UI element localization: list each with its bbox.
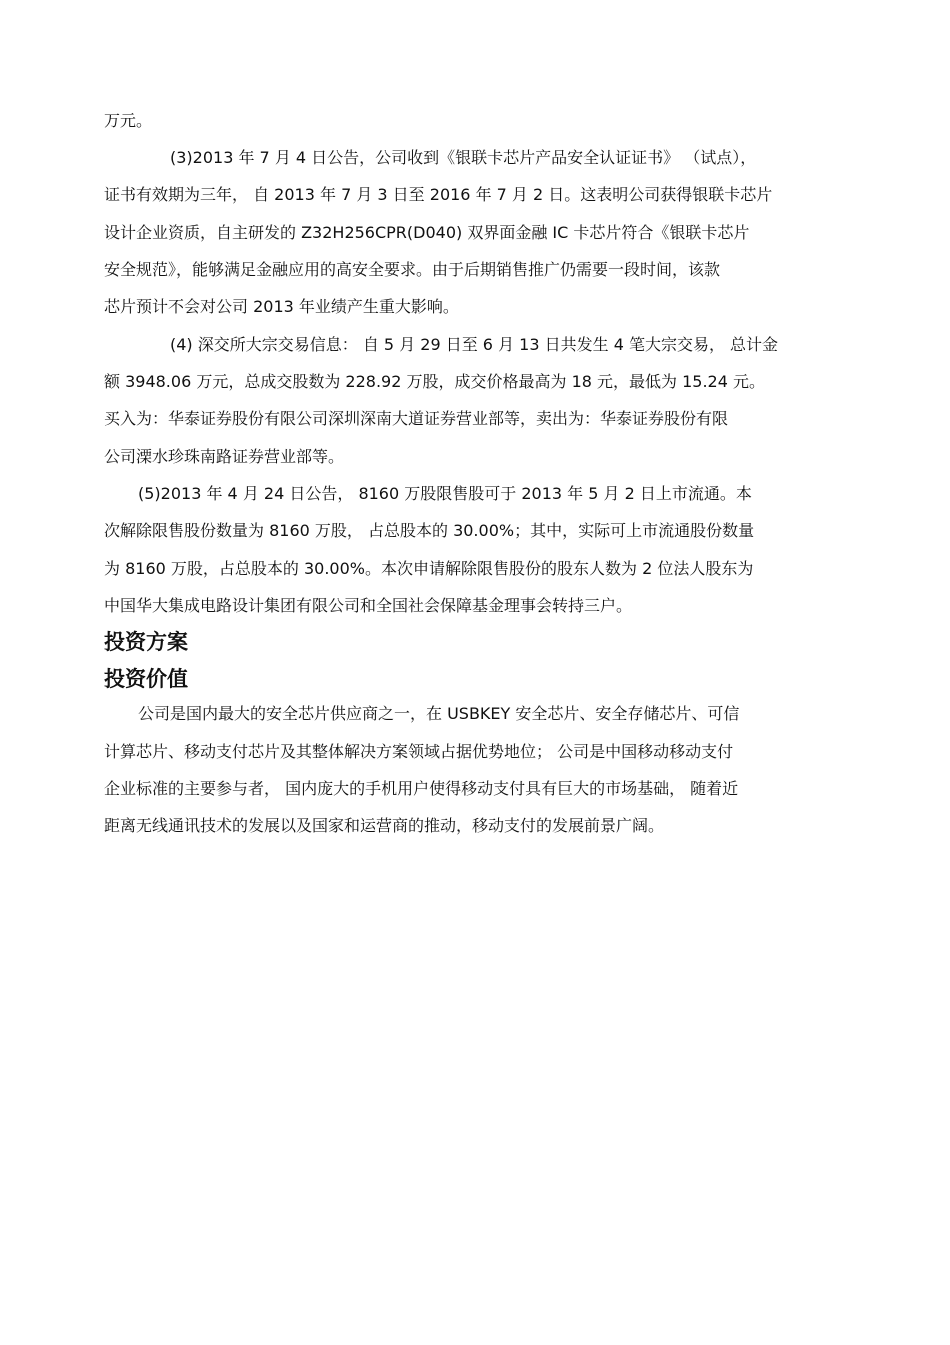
text-line: 安全规范》，能够满足金融应用的高安全要求。由于后期销售推广仍需要一段时间，该款	[104, 260, 721, 279]
text-line: 距离无线通讯技术的发展以及国家和运营商的推动，移动支付的发展前景广阔。	[104, 816, 665, 835]
text-line: 证书有效期为三年， 自 2013 年 7 月 3 日至 2016 年 7 月 2 日。这表明公司获得银联卡芯片	[104, 185, 773, 204]
text-line: (3)2013 年 7 月 4 日公告，公司收到《银联卡芯片产品安全认证证书》 （试点），	[170, 148, 757, 167]
text-line: (4) 深交所大宗交易信息： 自 5 月 29 日至 6 月 13 日共发生 4 笔大宗交易， 总计金	[170, 335, 779, 354]
text-line: 为 8160 万股，占总股本的 30.00%。本次申请解除限售股份的股东人数为 2 位法人股东为	[104, 559, 754, 578]
text-line: 额 3948.06 万元，总成交股数为 228.92 万股，成交价格最高为 18 元，最低为 15.24 元。	[104, 372, 766, 391]
section-heading-investment-plan: 投资方案	[104, 630, 188, 654]
text-line: 设计企业资质，自主研发的 Z32H256CPR(D040) 双界面金融 IC 卡芯片符合《银联卡芯片	[104, 223, 750, 242]
text-line: 买入为：华泰证券股份有限公司深圳深南大道证券营业部等，卖出为：华泰证券股份有限	[104, 409, 729, 428]
text-line: (5)2013 年 4 月 24 日公告， 8160 万股限售股可于 2013 年 5 月 2 日上市流通。本	[138, 484, 752, 503]
text-line: 中国华大集成电路设计集团有限公司和全国社会保障基金理事会转持三户。	[104, 596, 633, 615]
text-line: 次解除限售股份数量为 8160 万股， 占总股本的 30.00%；其中，实际可上市流通股份数量	[104, 521, 755, 540]
text-line: 企业标准的主要参与者， 国内庞大的手机用户使得移动支付具有巨大的市场基础， 随着近	[104, 779, 739, 798]
text-line: 公司溧水珍珠南路证券营业部等。	[104, 447, 345, 466]
text-line: 公司是国内最大的安全芯片供应商之一，在 USBKEY 安全芯片、安全存储芯片、可信	[138, 704, 740, 723]
text-line: 万元。	[104, 111, 153, 130]
text-line: 芯片预计不会对公司 2013 年业绩产生重大影响。	[104, 297, 459, 316]
text-line: 计算芯片、移动支付芯片及其整体解决方案领域占据优势地位； 公司是中国移动移动支付	[104, 742, 734, 761]
section-heading-investment-value: 投资价值	[104, 667, 188, 691]
